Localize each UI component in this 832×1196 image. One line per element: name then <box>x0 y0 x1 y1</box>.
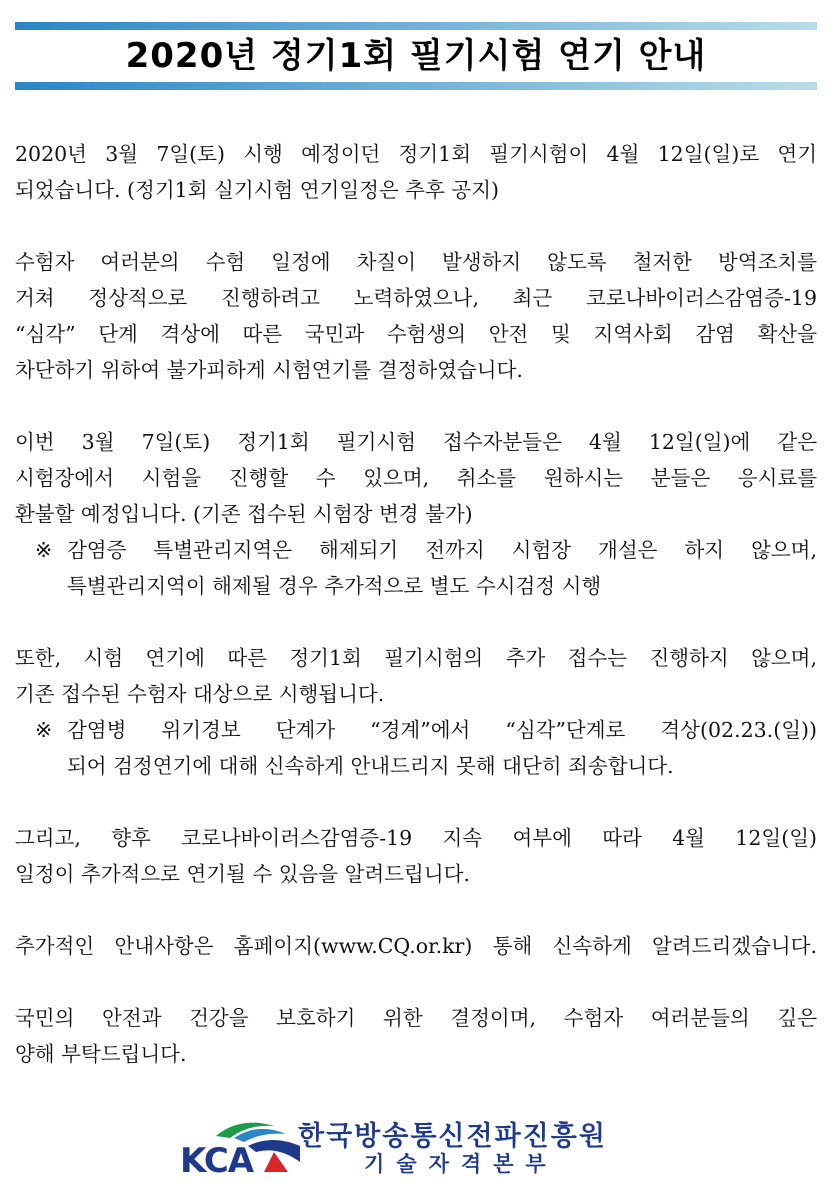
note-alert-level <box>15 712 817 784</box>
text-line: 감염병 위기경보 단계가 “경계”에서 “심각”단계로 격상(02.23.(일)) <box>67 718 817 742</box>
reference-mark-icon: ※ <box>35 538 53 562</box>
text-line: 되어 검정연기에 대해 신속하게 안내드리지 못해 대단히 죄송합니다. <box>67 754 674 778</box>
note-special-zone <box>15 532 817 604</box>
text-line: 거쳐 정상적으로 진행하려고 노력하였으나, 최근 코로나바이러스감염증-19 <box>15 286 817 310</box>
paragraph-closing <box>15 1000 817 1072</box>
text-line: 국민의 안전과 건강을 보호하기 위한 결정이며, 수험자 여러분들의 깊은 <box>15 1006 817 1030</box>
text-line: 기존 접수된 수험자 대상으로 시행됩니다. <box>15 682 385 706</box>
reference-mark-icon: ※ <box>35 718 53 742</box>
organization-name: 한국방송통신전파진흥원 <box>298 1121 607 1152</box>
paragraph-applicants <box>15 424 817 604</box>
paragraph-reason <box>15 244 817 388</box>
title-banner <box>15 22 817 90</box>
text-line: 2020년 3월 7일(토) 시행 예정이던 정기1회 필기시험이 4월 12일(일)로 연기 <box>15 142 817 166</box>
paragraph-postponement <box>15 136 817 208</box>
kca-logo-mark-icon <box>178 1112 302 1178</box>
paragraph-additional-registration <box>15 640 817 784</box>
title-bottom-bar <box>15 82 817 90</box>
text-line: 추가적인 안내사항은 홈페이지(www.CQ.or.kr) 통해 신속하게 알려드리겠습니다. <box>15 934 817 958</box>
title-top-bar <box>15 22 817 30</box>
paragraph-further-postponement <box>15 820 817 892</box>
notice-body <box>15 136 817 1108</box>
text-line: “심각” 단계 격상에 따른 국민과 수험생의 안전 및 지역사회 감염 확산을 <box>15 322 817 346</box>
kca-logo <box>178 1112 638 1178</box>
text-line: 또한, 시험 연기에 따른 정기1회 필기시험의 추가 접수는 진행하지 않으며, <box>15 646 817 670</box>
kca-logo-text: KCA <box>180 1141 254 1178</box>
text-line: 환불할 예정입니다. (기존 접수된 시험장 변경 불가) <box>15 502 473 526</box>
text-line: 양해 부탁드립니다. <box>15 1042 187 1066</box>
text-line: 수험자 여러분의 수험 일정에 차질이 발생하지 않도록 철저한 방역조치를 <box>15 250 817 274</box>
paragraph-homepage <box>15 928 817 964</box>
text-line: 이번 3월 7일(토) 정기1회 필기시험 접수자분들은 4월 12일(일)에 같은 <box>15 430 817 454</box>
text-line: 되었습니다. (정기1회 실기시험 연기일정은 추후 공지) <box>15 178 499 202</box>
page-title: 2020년 정기1회 필기시험 연기 안내 <box>125 36 707 76</box>
text-line: 일정이 추가적으로 연기될 수 있음을 알려드립니다. <box>15 862 470 886</box>
text-line: 그리고, 향후 코로나바이러스감염증-19 지속 여부에 따라 4월 12일(일) <box>15 826 817 850</box>
text-line: 시험장에서 시험을 진행할 수 있으며, 취소를 원하시는 분들은 응시료를 <box>15 466 817 490</box>
text-line: 차단하기 위하여 불가피하게 시험연기를 결정하였습니다. <box>15 358 523 382</box>
text-line: 감염증 특별관리지역은 해제되기 전까지 시험장 개설은 하지 않으며, <box>67 538 817 562</box>
text-line: 특별관리지역이 해제될 경우 추가적으로 별도 수시검정 시행 <box>67 574 602 598</box>
department-name: 기술자격본부 <box>364 1152 558 1176</box>
